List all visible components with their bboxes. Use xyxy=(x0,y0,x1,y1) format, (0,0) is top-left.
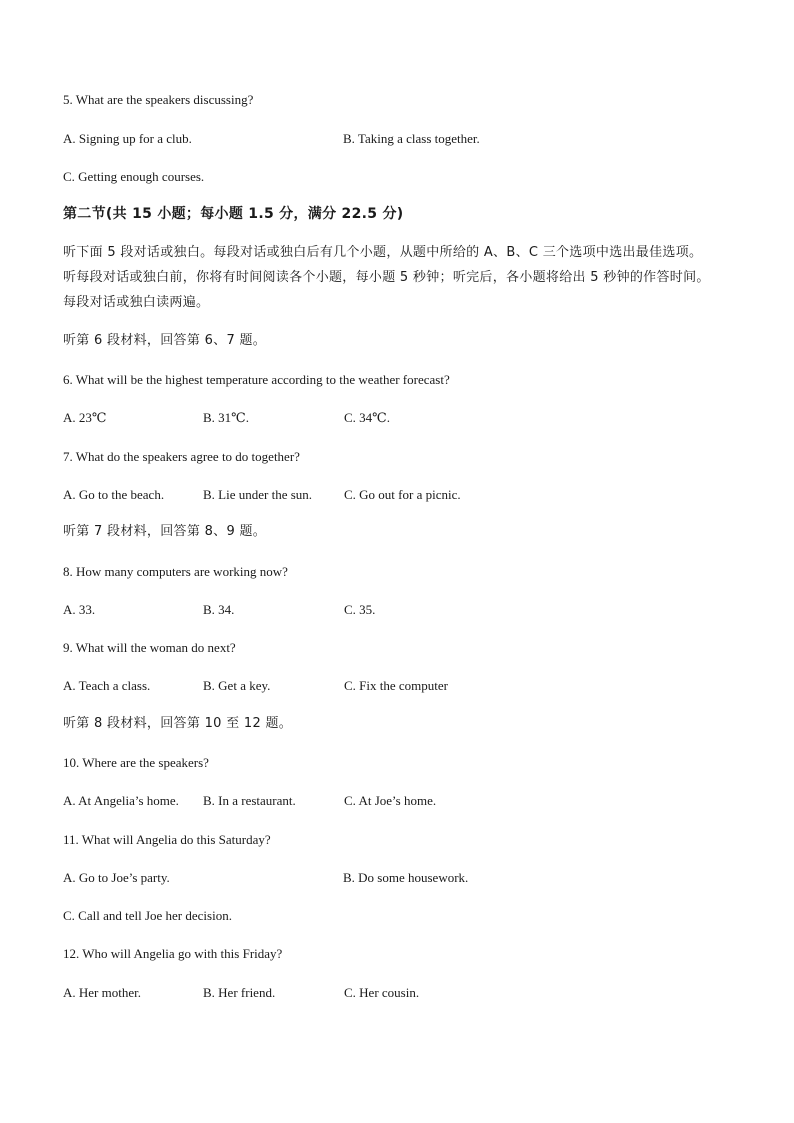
question-7: 7. What do the speakers agree to do together? xyxy=(63,449,300,464)
option-b: B. Get a key. xyxy=(203,678,271,693)
option-c: C. 34℃. xyxy=(344,410,390,425)
question-12: 12. Who will Angelia go with this Friday? xyxy=(63,946,283,961)
passage-8-instruction: 听第 8 段材料，回答第 10 至 12 题。 xyxy=(63,716,293,731)
option-a: A. Go to the beach. xyxy=(63,487,165,502)
option-a: A. Signing up for a club. xyxy=(63,131,192,146)
instructions-line-2: 听每段对话或独白前，你将有时间阅读各个小题，每小题 5 秒钟；听完后，各小题将给出 5 秒钟的作答时间。 xyxy=(63,270,710,285)
question-11: 11. What will Angelia do this Saturday? xyxy=(63,832,271,847)
question-9: 9. What will the woman do next? xyxy=(63,640,236,655)
option-b: B. Taking a class together. xyxy=(343,131,480,146)
option-a: A. At Angelia’s home. xyxy=(63,793,179,808)
passage-7-instruction: 听第 7 段材料，回答第 8、9 题。 xyxy=(63,524,267,539)
instructions-line-3: 每段对话或独白读两遍。 xyxy=(63,295,210,310)
option-a: A. Go to Joe’s party. xyxy=(63,870,170,885)
option-b: B. Her friend. xyxy=(203,985,276,1000)
option-c: C. At Joe’s home. xyxy=(344,793,437,808)
option-a: A. Teach a class. xyxy=(63,678,151,693)
option-c: C. Go out for a picnic. xyxy=(344,487,461,502)
instructions-line-1: 听下面 5 段对话或独白。每段对话或独白后有几个小题，从题中所给的 A、B、C 三个选项中选出最佳选项。 xyxy=(63,245,703,260)
question-5: 5. What are the speakers discussing? xyxy=(63,92,254,107)
option-b: B. 34. xyxy=(203,602,235,617)
option-b: B. In a restaurant. xyxy=(203,793,296,808)
option-c: C. Her cousin. xyxy=(344,985,420,1000)
option-c: C. 35. xyxy=(344,602,376,617)
question-8: 8. How many computers are working now? xyxy=(63,564,288,579)
option-c: C. Call and tell Joe her decision. xyxy=(63,908,232,923)
passage-6-instruction: 听第 6 段材料，回答第 6、7 题。 xyxy=(63,333,267,348)
option-a: A. Her mother. xyxy=(63,985,141,1000)
question-6: 6. What will be the highest temperature according to the weather forecast? xyxy=(63,372,450,387)
option-b: B. Lie under the sun. xyxy=(203,487,313,502)
section-heading: 第二节(共 15 小题；每小题 1.5 分，满分 22.5 分) xyxy=(63,206,404,222)
option-c: C. Getting enough courses. xyxy=(63,169,205,184)
option-b: B. 31℃. xyxy=(203,410,249,425)
option-c: C. Fix the computer xyxy=(344,678,448,693)
option-a: A. 33. xyxy=(63,602,96,617)
option-a: A. 23℃ xyxy=(63,410,107,425)
option-b: B. Do some housework. xyxy=(343,870,469,885)
question-10: 10. Where are the speakers? xyxy=(63,755,209,770)
